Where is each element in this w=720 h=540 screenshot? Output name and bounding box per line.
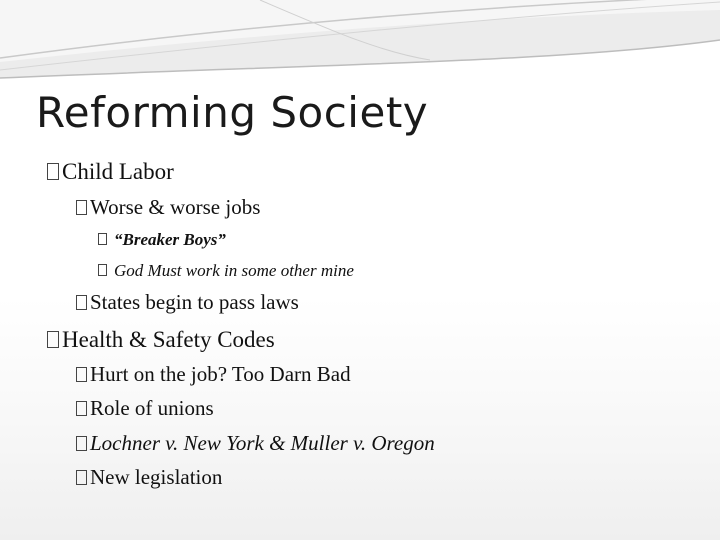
bullet-child-labor	[47, 160, 174, 183]
bullet-text: Health & Safety Codes	[62, 327, 275, 352]
bullet-icon	[98, 233, 107, 245]
bullet-icon	[47, 331, 59, 348]
bullet-icon	[98, 264, 107, 276]
bullet-icon	[76, 436, 87, 451]
bullet-new-legislation	[76, 467, 222, 488]
bullet-court-cases	[76, 433, 435, 454]
bullet-text: God Must work in some other mine	[114, 261, 354, 280]
bullet-text: Worse & worse jobs	[90, 195, 261, 219]
bullet-icon	[76, 295, 87, 310]
bullet-role-unions	[76, 398, 214, 419]
bullet-god-must-work	[98, 262, 354, 279]
bullet-text: Child Labor	[62, 159, 174, 184]
bullet-text: Hurt on the job? Too Darn Bad	[90, 362, 351, 386]
bullet-hurt-on-job	[76, 364, 351, 385]
bullet-health-safety	[47, 328, 275, 351]
header-swoosh-decoration	[0, 0, 720, 100]
bullet-states-laws	[76, 292, 299, 313]
bullet-text: Lochner v. New York & Muller v. Oregon	[90, 431, 435, 455]
bullet-worse-jobs	[76, 197, 260, 218]
bullet-text: New legislation	[90, 465, 223, 489]
bullet-icon	[47, 163, 59, 180]
bullet-text: States begin to pass laws	[90, 290, 299, 314]
bullet-text: Role of unions	[90, 396, 214, 420]
bullet-icon	[76, 470, 87, 485]
bullet-icon	[76, 200, 87, 215]
bullet-text: “Breaker Boys”	[114, 230, 226, 249]
slide-title: Reforming Society	[36, 88, 429, 137]
bullet-icon	[76, 367, 87, 382]
bullet-breaker-boys	[98, 231, 226, 248]
bullet-icon	[76, 401, 87, 416]
